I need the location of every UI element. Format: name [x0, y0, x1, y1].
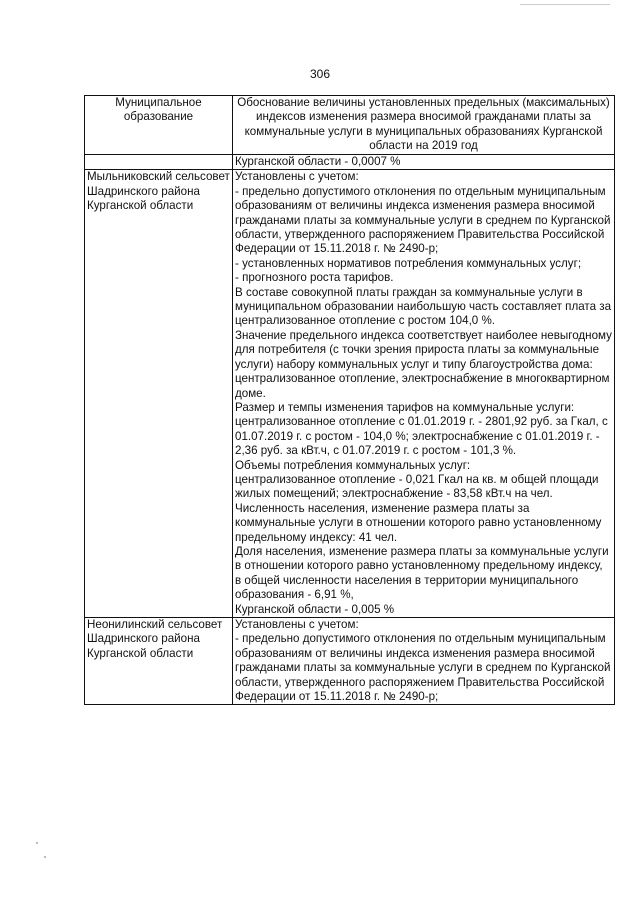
continuation-text: Курганской области - 0,0007 % [233, 155, 615, 170]
paragraph: - прогнозного роста тарифов. [235, 271, 394, 285]
table-row [85, 618, 615, 705]
paragraph: централизованное отопление с 01.01.2019 г. - 2801,92 руб. за Гкал, с 01.07.2019 г. с ростом - 104,0 %; электроснабжение с 01.01.2019 г. - 2,36 руб. за кВт.ч, с 01.07.2019 г. с ростом - 101,3 %. [235, 415, 608, 458]
municipality-name: Мыльниковский сельсовет Шадринского района Курганской области [85, 170, 233, 618]
justification-cell [233, 618, 615, 705]
header-justification: Обоснование величины установленных предельных (максимальных) индексов изменения размера вносимой гражданами платы за коммунальные услуги в муниципальных образованиях Курганской области на 2019 год [233, 96, 615, 155]
page-number: 306 [309, 67, 331, 81]
paragraph: - предельно допустимого отклонения по отдельным муниципальным образованиям от величины индекса изменения размера вносимой гражданами платы за коммунальные услуги в среднем по Курганской области, утвержденного распоряжением Правительства Российской Федерации от 15.11.2018 г. № 2490-р; [235, 184, 611, 256]
paragraph: Курганской области - 0,005 % [235, 602, 395, 616]
paragraph: - установленных нормативов потребления коммунальных услуг; [235, 256, 582, 270]
justification-cell [233, 170, 615, 618]
table-header-row [85, 96, 615, 155]
table-row-continuation [85, 155, 615, 170]
continuation-municipality-cell [85, 155, 233, 170]
paragraph: В составе совокупной платы граждан за коммунальные услуги в муниципальном образовании наибольшую часть составляет плата за централизованное отопление с ростом 104,0 %. [235, 285, 612, 328]
paragraph: - предельно допустимого отклонения по отдельным муниципальным образованиям от величины индекса изменения размера вносимой гражданами платы за коммунальные услуги в среднем по Курганской области, утвержденного распоряжением Правительства Российской Федерации от 15.11.2018 г. № 2490-р; [235, 632, 611, 704]
paragraph: Размер и темпы изменения тарифов на коммунальные услуги: [235, 400, 575, 414]
paragraph: Объемы потребления коммунальных услуг: [235, 458, 471, 472]
paragraph: Значение предельного индекса соответствует наиболее невыгодному для потребителя (с точки зрения прироста платы за коммунальные услуги) набору коммунальных услуг и типу благоустройства дома: [235, 328, 612, 371]
justification-table [84, 95, 615, 705]
municipality-name: Неонилинский сельсовет Шадринского района Курганской области [85, 618, 233, 705]
paragraph: Установлены с учетом: [235, 170, 359, 184]
paragraph: Численность населения, изменение размера платы за коммунальные услуги в отношении которого равно установленному предельному индексу: 41 чел. [235, 501, 602, 544]
paragraph: Установлены с учетом: [235, 618, 359, 631]
table-row [85, 170, 615, 618]
paragraph: централизованное отопление - 0,021 Гкал на кв. м общей площади жилых помещений; электроснабжение - 83,58 кВт.ч на чел. [235, 472, 599, 501]
header-municipality: Муниципальное образование [85, 96, 233, 155]
scan-artifact-line [520, 4, 610, 5]
paragraph: Доля населения, изменение размера платы за коммунальные услуги в отношении которого равно установленному предельному индексу, в общей численности населения в территории муниципального образования - 6,91 %, [235, 544, 609, 602]
scan-artifact-dot [44, 856, 46, 858]
paragraph: централизованное отопление, электроснабжение в многоквартирном доме. [235, 372, 610, 400]
scan-artifact-dot [36, 842, 38, 844]
